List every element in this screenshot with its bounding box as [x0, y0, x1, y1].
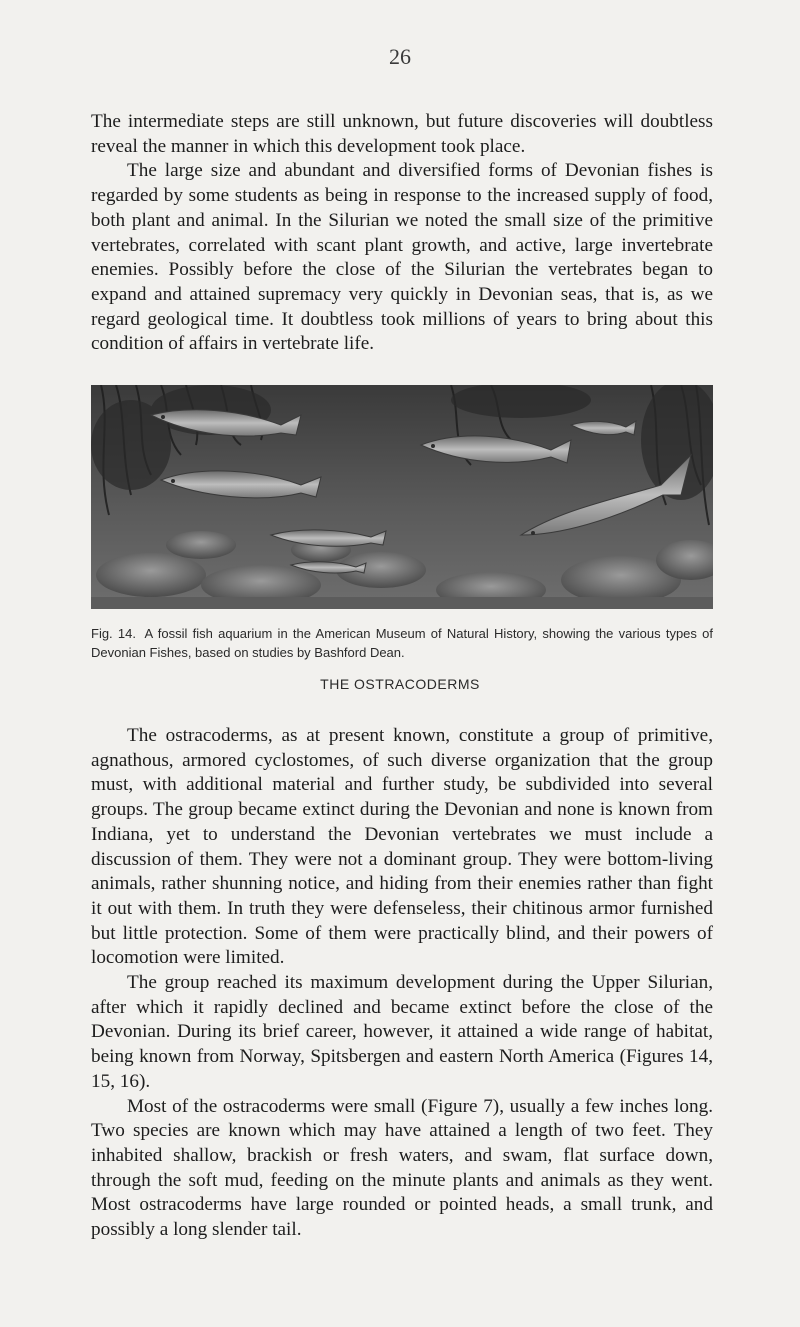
- paragraph: The ostracoderms, as at present known, constitute a group of primitive, agnathous, armored cyclostomes, of such diverse organization that the group must, with additional material and further study, be subdivided into several groups. The group became extinct during the Devonian and none is known from Indiana, yet to understand the Devonian vertebrates we must include a discussion of them. They were not a dominant group. They were bottom-living animals, rather shunning notice, and hiding from their enemies rather than fight it out with them. In truth they were defenseless, their chitinous armor furnished but little protection. Some of them were practically blind, and their powers of locomotion were limited.: [91, 725, 713, 969]
- section-text: [91, 724, 713, 1243]
- figure-caption-text: A fossil fish aquarium in the American Museum of Natural History, showing the various types of Devonian Fishes, based on studies by Bashford Dean.: [91, 626, 713, 660]
- section-heading: THE OSTRACODERMS: [320, 676, 480, 692]
- intro-text: [91, 110, 713, 357]
- paragraph: Most of the ostracoderms were small (Figure 7), usually a few inches long. Two species are known which may have attained a length of two feet. They inhabited shallow, brackish or fresh waters, and swam, flat surface down, through the soft mud, feeding on the minute plants and animals as they went. Most ostracoderms have large rounded or pointed heads, a small trunk, and possibly a long slender tail.: [91, 1095, 713, 1241]
- figure-label: Fig. 14.: [91, 626, 136, 641]
- paragraph: The intermediate steps are still unknown, but future discoveries will doubtless reveal the manner in which this development took place.: [91, 111, 713, 157]
- page-number: 26: [389, 44, 411, 69]
- fossil-fish-aquarium-photo: [91, 385, 713, 609]
- paragraph: The group reached its maximum development during the Upper Silurian, after which it rapidly declined and became extinct before the close of the Devonian. During its brief career, however, it attained a wide range of habitat, being known from Norway, Spitsbergen and eastern North America (Figures 14, 15, 16).: [91, 972, 713, 1092]
- paragraph: The large size and abundant and diversified forms of Devonian fishes is regarded by some students as being in response to the increased supply of food, both plant and animal. In the Silurian we noted the small size of the primitive vertebrates, correlated with scant plant growth, and active, large invertebrate enemies. Possibly before the close of the Silurian the vertebrates began to expand and attained supremacy very quickly in Devonian seas, that is, as we regard geological time. It doubtless took millions of years to bring about this condition of affairs in vertebrate life.: [91, 160, 713, 355]
- figure-caption: [91, 624, 713, 662]
- aquarium-illustration: [91, 385, 713, 609]
